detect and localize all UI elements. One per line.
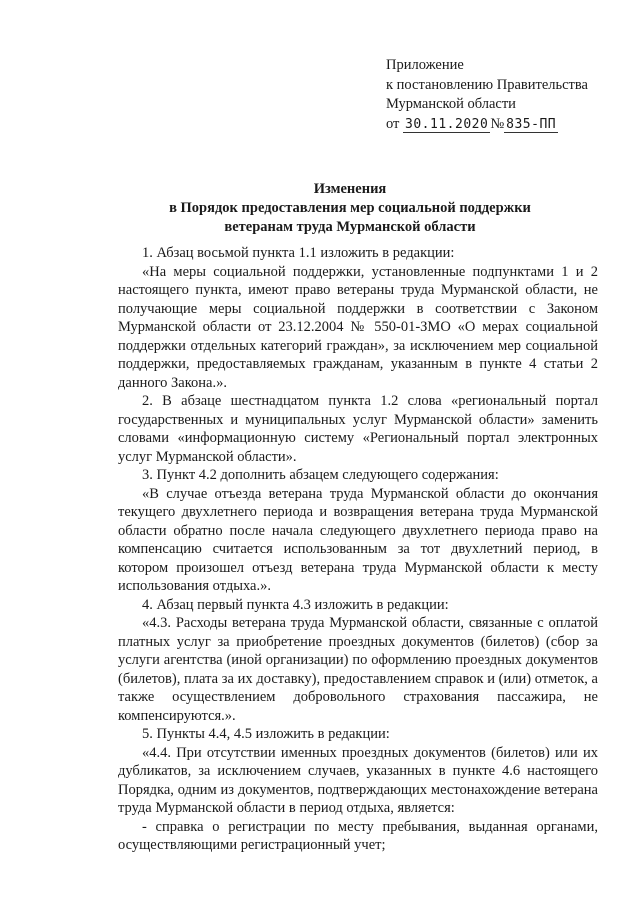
paragraph-5: «В случае отъезда ветерана труда Мурманской области до окончания текущего двухлетнего периода и возвращения ветерана труда Мурманской области обратно после начала следующего двухлетнего периода право на компенсацию считается использованным за тот двухлетний период, в котором произошел отъезд ветерана труда Мурманской области к месту использования отдыха.».	[118, 485, 598, 594]
document-date: 30.11.2020	[405, 116, 489, 132]
document-number: 835-ПП	[506, 116, 557, 132]
document-body	[118, 244, 598, 855]
paragraph-3: 2. В абзаце шестнадцатом пункта 1.2 слова «региональный портал государственных и муниципальных услуг Мурманской области» заменить словами «информационную систему «Региональный портал электронных услуг Мурманской области».	[118, 393, 598, 465]
appendix-line-1: Приложение	[386, 57, 464, 73]
date-prefix: от	[386, 115, 400, 132]
appendix-date-line	[386, 115, 588, 135]
paragraph-4: 3. Пункт 4.2 дополнить абзацем следующего содержания:	[142, 467, 499, 483]
appendix-line-2: к постановлению Правительства	[386, 76, 588, 93]
title-line-2: в Порядок предоставления мер социальной поддержки	[169, 200, 531, 216]
title-line-1: Изменения	[313, 181, 387, 197]
paragraph-2: «На меры социальной поддержки, установленные подпунктами 1 и 2 настоящего пункта, имеют право ветераны труда Мурманской области, не получающие меры социальной поддержки в соответствии с Законом Мурманской области от 23.12.2004 № 550-01-ЗМО «О мерах социальной поддержки отдельных категорий граждан», за исключением мер социальной поддержки, предоставляемых гражданам, указанным в пункте 4 статьи 2 данного Закона.».	[118, 263, 598, 391]
paragraph-6: 4. Абзац первый пункта 4.3 изложить в редакции:	[142, 596, 449, 613]
paragraph-8: 5. Пункты 4.4, 4.5 изложить в редакции:	[142, 726, 390, 742]
number-prefix: №	[490, 115, 505, 132]
paragraph-9: «4.4. При отсутствии именных проездных документов (билетов) или их дубликатов, за исключением случаев, указанных в пункте 4.6 настоящего Порядка, одним из документов, подтверждающих местонахождение ветерана труда Мурманской области в период отдыха, является:	[118, 744, 598, 816]
document-title	[0, 180, 640, 237]
paragraph-1: 1. Абзац восьмой пункта 1.1 изложить в редакции:	[142, 245, 455, 261]
appendix-block	[386, 56, 588, 134]
appendix-line-3: Мурманской области	[386, 96, 516, 112]
paragraph-7: «4.3. Расходы ветерана труда Мурманской области, связанные с оплатой платных услуг за приобретение проездных документов (билетов) (сбор за услуги агентства (иной организации) по оформлению проездных документов (билетов), плата за их доставку), предоставлением справок и (или) отметок, а также осуществлением добровольного страхования пассажира, не компенсируются.».	[118, 615, 598, 724]
title-line-3: ветеранам труда Мурманской области	[224, 219, 476, 235]
paragraph-10: - справка о регистрации по месту пребывания, выданная органами, осуществляющими регистрационный учет;	[118, 818, 598, 853]
